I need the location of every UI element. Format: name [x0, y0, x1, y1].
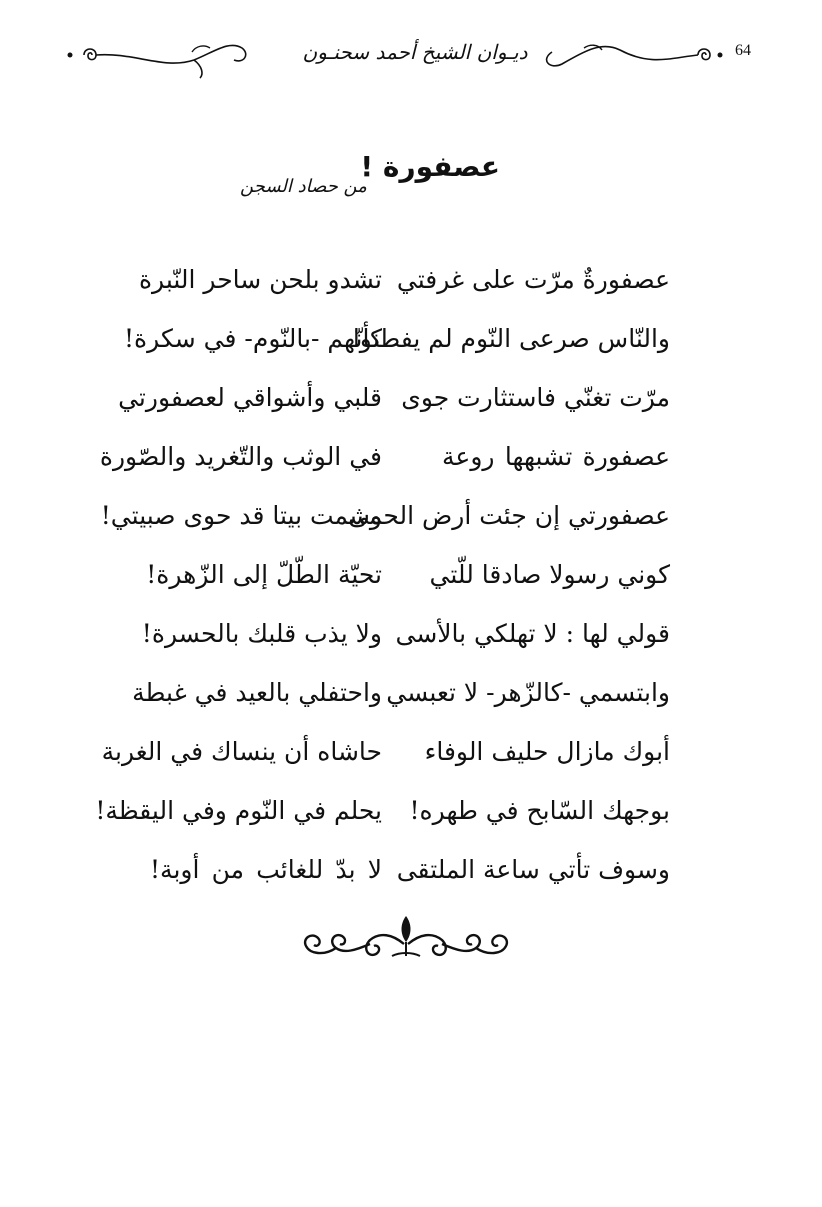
verse — [118, 376, 670, 435]
verse-first-hemistich: عصفورتي إن جئت أرض الحمى — [348, 501, 670, 530]
verse-first-hemistich: والنّاس صرعى النّوم لم يفطنوا — [352, 324, 670, 353]
page-number: 64 — [735, 42, 751, 59]
verse-second-hemistich: ولا يذب قلبك بالحسرة! — [141, 619, 382, 648]
poem-body — [95, 258, 670, 907]
verse — [100, 494, 670, 553]
scroll-flourish-left-icon — [64, 30, 254, 80]
verse — [101, 730, 670, 789]
verse-second-hemistich: لا بدّ للغائب من أوبة! — [150, 855, 382, 884]
verse-first-hemistich: كوني رسولا صادقا للّتي — [429, 560, 670, 589]
poem-subtitle: من حصاد السجن — [240, 176, 367, 197]
verse-second-hemistich: كأنّهم -بالنّوم- في سكرة! — [124, 324, 382, 353]
verse-second-hemistich: قلبي وأشواقي لعصفورتي — [118, 383, 382, 412]
verse-first-hemistich: بوجهك السّابح في طهره! — [409, 796, 670, 825]
verse-first-hemistich: عصفورة تشبهها روعة — [442, 442, 670, 471]
verse-first-hemistich: قولي لها : لا تهلكي بالأسى — [395, 619, 670, 648]
page-header — [0, 22, 822, 82]
verse — [150, 848, 670, 907]
verse-second-hemistich: تحيّة الطّلّ إلى الزّهرة! — [146, 560, 382, 589]
verse — [138, 258, 670, 317]
running-head: ديـوان الشيخ أحمد سحنـون — [302, 40, 528, 64]
verse-first-hemistich: وسوف تأتي ساعة الملتقى — [396, 855, 670, 884]
poem-title: عصفورة ! — [360, 150, 500, 183]
verse — [95, 789, 670, 848]
verse-second-hemistich: يحلم في النّوم وفي اليقظة! — [95, 796, 382, 825]
verse-first-hemistich: وابتسمي -كالزّهر- لا تعبسي — [386, 678, 670, 707]
fleuron-ornament-icon — [296, 910, 516, 966]
verse — [146, 553, 670, 612]
scroll-flourish-right-icon — [540, 30, 730, 80]
verse-first-hemistich: عصفورةٌ مرّت على غرفتي — [396, 265, 670, 294]
verse-first-hemistich: أبوك مازال حليف الوفاء — [424, 737, 670, 766]
verse — [141, 612, 670, 671]
poem-title-block — [240, 150, 500, 220]
verse-second-hemistich: تشدو بلحن ساحر النّبرة — [138, 265, 382, 294]
verse-second-hemistich: حاشاه أن ينساك في الغربة — [101, 737, 382, 766]
verse-second-hemistich: في الوثب والتّغريد والصّورة — [99, 442, 382, 471]
verse — [99, 435, 670, 494]
verse — [132, 671, 670, 730]
verse-first-hemistich: مرّت تغنّي فاستثارت جوى — [401, 383, 670, 412]
verse-second-hemistich: واحتفلي بالعيد في غبطة — [132, 678, 382, 707]
verse-second-hemistich: وشمت بيتا قد حوى صبيتي! — [100, 501, 382, 530]
verse — [124, 317, 670, 376]
